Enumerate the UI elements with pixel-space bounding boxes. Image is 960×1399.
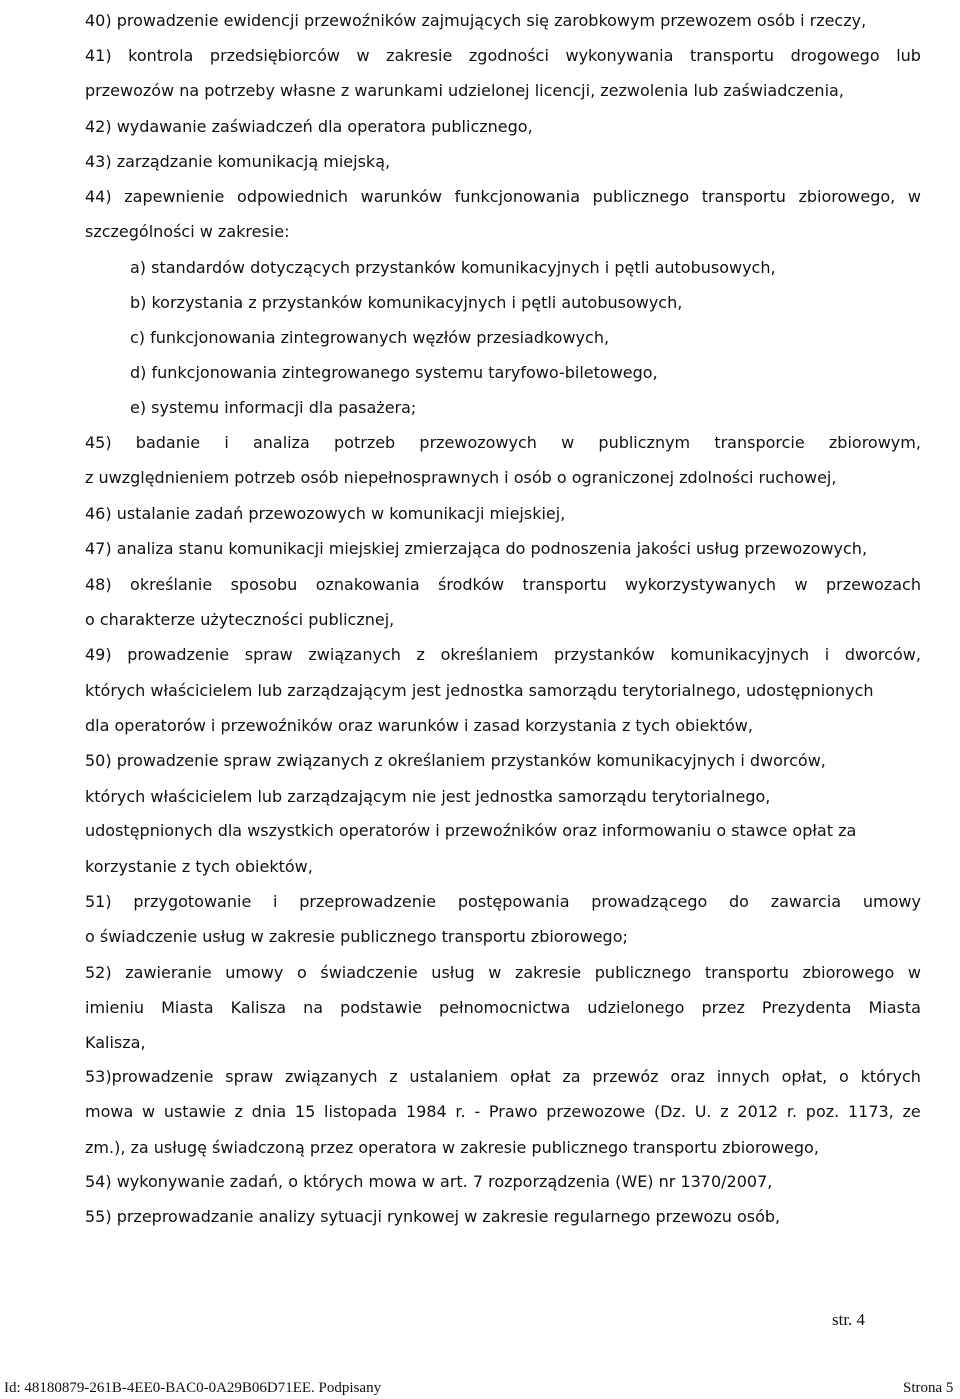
- item-44e-line: e) systemu informacji dla pasażera;: [130, 398, 417, 417]
- item-45-line: 45) badanie i analiza potrzeb przewozowych w publicznym transporcie zbiorowym,: [85, 433, 921, 452]
- text-line: o świadczenie usług w zakresie publicznego transportu zbiorowego;: [85, 927, 628, 946]
- item-44-line: 44) zapewnienie odpowiednich warunków funkcjonowania publicznego transportu zbiorowego, w: [85, 187, 921, 206]
- text-line: których właścicielem lub zarządzającym jest jednostka samorządu terytorialnego, udostępnionych: [85, 681, 874, 700]
- item-43-line: 43) zarządzanie komunikacją miejską,: [85, 152, 391, 171]
- text-line: udostępnionych dla wszystkich operatorów i przewoźników oraz informowaniu o stawce opłat za: [85, 821, 857, 840]
- item-44c-line: c) funkcjonowania zintegrowanych węzłów przesiadkowych,: [130, 328, 610, 347]
- text-line: dla operatorów i przewoźników oraz warunków i zasad korzystania z tych obiektów,: [85, 716, 753, 735]
- item-50-line: 50) prowadzenie spraw związanych z określaniem przystanków komunikacyjnych i dworców,: [85, 751, 826, 770]
- item-52-line: 52) zawieranie umowy o świadczenie usług w zakresie publicznego transportu zbiorowego w: [85, 963, 921, 982]
- item-46-line: 46) ustalanie zadań przewozowych w komunikacji miejskiej,: [85, 504, 566, 523]
- footer-page-label: Strona 5: [903, 1380, 954, 1396]
- text-line: których właścicielem lub zarządzającym nie jest jednostka samorządu terytorialnego,: [85, 787, 771, 806]
- item-44a-line: a) standardów dotyczących przystanków komunikacyjnych i pętli autobusowych,: [130, 258, 776, 277]
- item-44b-line: b) korzystania z przystanków komunikacyjnych i pętli autobusowych,: [130, 293, 683, 312]
- text-line: korzystanie z tych obiektów,: [85, 857, 313, 876]
- item-42-line: 42) wydawanie zaświadczeń dla operatora publicznego,: [85, 117, 533, 136]
- text-line: szczególności w zakresie:: [85, 222, 290, 241]
- item-49-line: 49) prowadzenie spraw związanych z określaniem przystanków komunikacyjnych i dworców,: [85, 645, 921, 664]
- text-line: Kalisza,: [85, 1033, 146, 1052]
- footer-id: Id: 48180879-261B-4EE0-BAC0-0A29B06D71EE. Podpisany: [4, 1380, 382, 1396]
- page-number: str. 4: [832, 1310, 866, 1329]
- item-41-line: 41) kontrola przedsiębiorców w zakresie zgodności wykonywania transportu drogowego lub: [85, 46, 921, 65]
- text-line: o charakterze użyteczności publicznej,: [85, 610, 395, 629]
- item-44d-line: d) funkcjonowania zintegrowanego systemu taryfowo-biletowego,: [130, 363, 658, 382]
- item-48-line: 48) określanie sposobu oznakowania środków transportu wykorzystywanych w przewozach: [85, 575, 921, 594]
- text-line: mowa w ustawie z dnia 15 listopada 1984 r. - Prawo przewozowe (Dz. U. z 2012 r. poz. 1173, ze: [85, 1102, 921, 1121]
- item-54-line: 54) wykonywanie zadań, o których mowa w art. 7 rozporządzenia (WE) nr 1370/2007,: [85, 1172, 773, 1191]
- text-line: przewozów na potrzeby własne z warunkami udzielonej licencji, zezwolenia lub zaświadczenia,: [85, 81, 844, 100]
- item-55-line: 55) przeprowadzanie analizy sytuacji rynkowej w zakresie regularnego przewozu osób,: [85, 1207, 781, 1226]
- item-47-line: 47) analiza stanu komunikacji miejskiej zmierzająca do podnoszenia jakości usług przewozowych,: [85, 539, 868, 558]
- item-51-line: 51) przygotowanie i przeprowadzenie postępowania prowadzącego do zawarcia umowy: [85, 892, 921, 911]
- text-line: zm.), za usługę świadczoną przez operatora w zakresie publicznego transportu zbiorowego,: [85, 1138, 819, 1157]
- text-line: z uwzględnieniem potrzeb osób niepełnosprawnych i osób o ograniczonej zdolności ruchowej,: [85, 468, 837, 487]
- item-40-line: 40) prowadzenie ewidencji przewoźników zajmujących się zarobkowym przewozem osób i rzeczy,: [85, 11, 867, 30]
- text-line: imieniu Miasta Kalisza na podstawie pełnomocnictwa udzielonego przez Prezydenta Miasta: [85, 998, 921, 1017]
- item-53-line: 53)prowadzenie spraw związanych z ustalaniem opłat za przewóz oraz innych opłat, o których: [85, 1067, 921, 1086]
